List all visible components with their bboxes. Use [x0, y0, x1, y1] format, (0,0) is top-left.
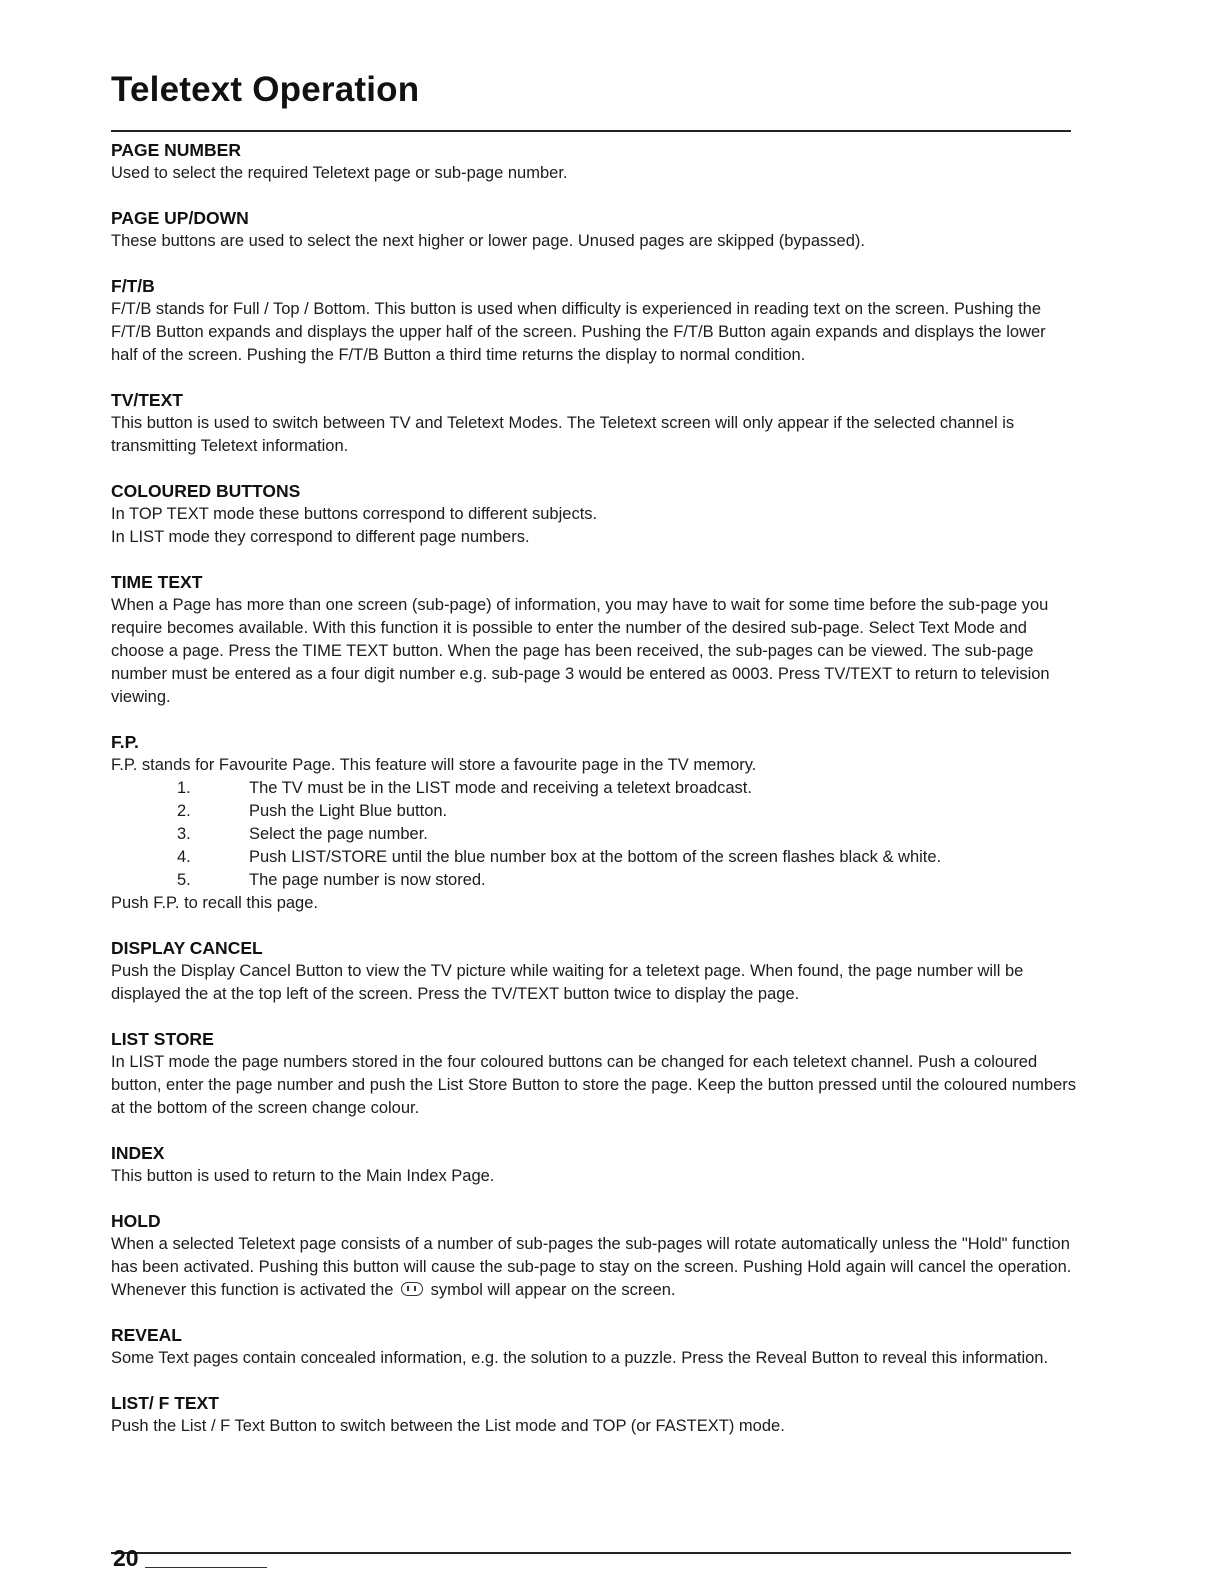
section-heading: LIST STORE [111, 1029, 214, 1049]
section-text: Used to select the required Teletext page or sub-page number. [111, 164, 568, 182]
section-heading: COLOURED BUTTONS [111, 481, 301, 501]
section-heading: PAGE NUMBER [111, 140, 241, 160]
step-text: Select the page number. [249, 825, 428, 843]
section-reveal [111, 1324, 1076, 1370]
list-item [111, 869, 1076, 892]
manual-content [111, 139, 1076, 1438]
section-heading: INDEX [111, 1143, 165, 1163]
step-text: Push the Light Blue button. [249, 802, 448, 820]
section-heading: TV/TEXT [111, 390, 183, 410]
list-item [111, 800, 1076, 823]
hold-text-after: symbol will appear on the screen. [430, 1281, 676, 1299]
section-text: Some Text pages contain concealed information, e.g. the solution to a puzzle. Press the Reveal Button to reveal this information. [111, 1349, 1049, 1367]
section-tvtext [111, 389, 1076, 458]
section-text: F.P. stands for Favourite Page. This feature will store a favourite page in the TV memory. [111, 756, 757, 774]
section-text: This button is used to return to the Main Index Page. [111, 1167, 495, 1185]
section-hold [111, 1210, 1076, 1302]
section-heading: PAGE UP/DOWN [111, 208, 249, 228]
step-number: 1. [177, 779, 191, 797]
section-text: F/T/B stands for Full / Top / Bottom. This button is used when difficulty is experienced in reading text on the screen. Pushing the F/T/B Button expands and displays the upper half of the screen. Pushing the F/T/B Button again expands and displays the lower half of the screen. Pushing the F/T/B Button a third time returns the display to normal condition. [111, 300, 1046, 364]
section-list-store [111, 1028, 1076, 1120]
section-heading: F/T/B [111, 276, 155, 296]
section-display-cancel [111, 937, 1076, 1006]
section-index [111, 1142, 1076, 1188]
section-page-updown [111, 207, 1076, 253]
section-heading: HOLD [111, 1211, 161, 1231]
section-list-ftext [111, 1392, 1076, 1438]
section-text-line: In LIST mode they correspond to different page numbers. [111, 528, 530, 546]
section-text: These buttons are used to select the next higher or lower page. Unused pages are skipped (bypassed). [111, 232, 865, 250]
top-divider [111, 130, 1071, 132]
section-page-number [111, 139, 1076, 185]
step-text: The page number is now stored. [249, 871, 486, 889]
section-text: Push F.P. to recall this page. [111, 894, 318, 912]
section-time-text [111, 571, 1076, 709]
section-fp [111, 731, 1076, 915]
page-title: Teletext Operation [111, 70, 420, 109]
fp-steps-list [111, 777, 1076, 892]
step-number: 2. [177, 802, 191, 820]
hold-symbol-icon [401, 1282, 423, 1296]
hold-text-before: When a selected Teletext page consists of a number of sub-pages the sub-pages will rotate automatically unless the "Hold" function has been activated. Pushing this button will cause the sub-page to stay on the screen. Pushing Hold again will cancel the operation. Whenever this function is activated the [111, 1235, 1072, 1299]
page-number-underline [145, 1567, 267, 1568]
section-heading: LIST/ F TEXT [111, 1393, 219, 1413]
step-number: 5. [177, 871, 191, 889]
section-ftb [111, 275, 1076, 367]
step-text: Push LIST/STORE until the blue number box at the bottom of the screen flashes black & white. [249, 848, 942, 866]
section-heading: DISPLAY CANCEL [111, 938, 263, 958]
list-item [111, 846, 1076, 869]
list-item [111, 777, 1076, 800]
section-text: In LIST mode the page numbers stored in the four coloured buttons can be changed for each teletext channel. Push a coloured button, enter the page number and push the List Store Button to store the page. Keep the button pressed until the coloured numbers at the bottom of the screen change colour. [111, 1053, 1076, 1117]
section-heading: F.P. [111, 732, 139, 752]
step-number: 4. [177, 848, 191, 866]
bottom-divider [111, 1552, 1071, 1554]
section-text-line: In TOP TEXT mode these buttons correspond to different subjects. [111, 505, 598, 523]
section-text: When a Page has more than one screen (sub-page) of information, you may have to wait for some time before the sub-page you require becomes available. With this function it is possible to enter the number of the desired sub-page. Select Text Mode and choose a page. Press the TIME TEXT button. When the page has been received, the sub-pages can be viewed. The sub-page number must be entered as a four digit number e.g. sub-page 3 would be entered as 0003. Press TV/TEXT to return to television viewing. [111, 596, 1050, 706]
page-number: 20 [113, 1545, 139, 1571]
step-number: 3. [177, 825, 191, 843]
list-item [111, 823, 1076, 846]
section-text [111, 1233, 1076, 1302]
section-text: Push the Display Cancel Button to view the TV picture while waiting for a teletext page. When found, the page number will be displayed the at the top left of the screen. Press the TV/TEXT button twice to display the page. [111, 962, 1024, 1003]
section-text: This button is used to switch between TV and Teletext Modes. The Teletext screen will only appear if the selected channel is transmitting Teletext information. [111, 414, 1015, 455]
section-coloured-buttons [111, 480, 1076, 549]
section-heading: REVEAL [111, 1325, 182, 1345]
section-text: Push the List / F Text Button to switch between the List mode and TOP (or FASTEXT) mode. [111, 1417, 785, 1435]
section-heading: TIME TEXT [111, 572, 203, 592]
step-text: The TV must be in the LIST mode and receiving a teletext broadcast. [249, 779, 752, 797]
